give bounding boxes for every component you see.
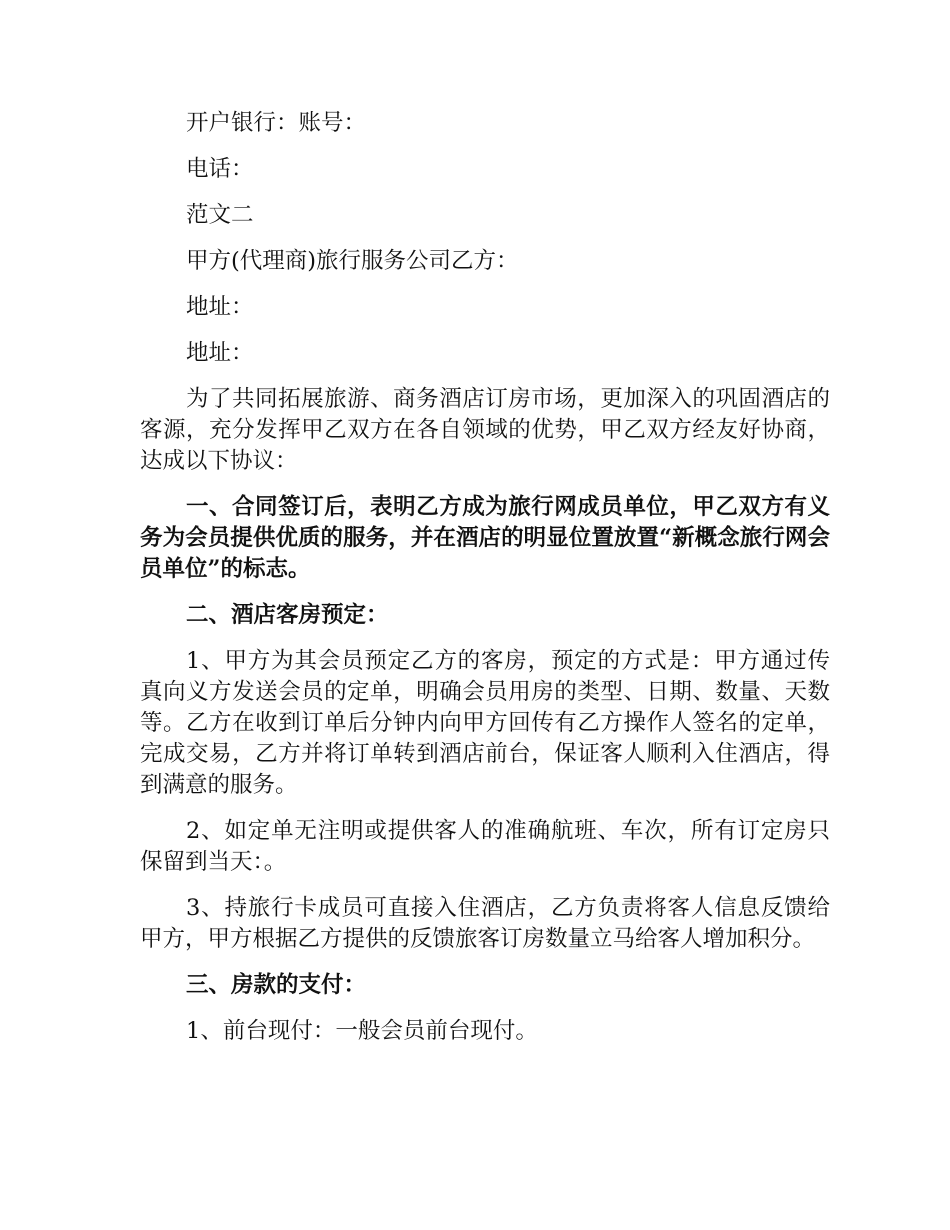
paragraph-bank-account: 开户银行：账号： [186,110,367,136]
paragraph-parties: 甲方(代理商)旅行服务公司乙方： [186,248,519,274]
clause-3-heading: 三、房款的支付： [186,972,367,998]
paragraph-phone: 电话： [186,156,254,182]
clause-3-item-1: 1、前台现付：一般会员前台现付。 [186,1018,538,1044]
clause-2-item-1: 1、甲方为其会员预定乙方的客房，预定的方式是：甲方通过传真向义方发送会员的定单，明确会员用房的类型、日期、数量、天数等。乙方在收到订单后分钟内向甲方回传有乙方操作人签名的定单，完成交易，乙方并将订单转到酒店前台，保证客人顺利入住酒店，得到满意的服务。 [140,648,830,798]
document-page [140,108,830,1062]
paragraph-preamble: 为了共同拓展旅游、商务酒店订房市场，更加深入的巩固酒店的客源，充分发挥甲乙双方在各自领域的优势，甲乙双方经友好协商，达成以下协议： [140,386,830,474]
clause-2-heading: 二、酒店客房预定： [186,602,389,628]
paragraph-address-2: 地址： [186,340,254,366]
paragraph-sample-title: 范文二 [186,202,254,228]
clause-2-item-3: 3、持旅行卡成员可直接入住酒店，乙方负责将客人信息反馈给甲方，甲方根据乙方提供的反馈旅客订房数量立马给客人增加积分。 [140,895,830,952]
paragraph-address-1: 地址： [186,294,254,320]
clause-1-heading: 一、合同签订后，表明乙方成为旅行网成员单位，甲乙双方有义务为会员提供优质的服务，并在酒店的明显位置放置“新概念旅行网会员单位”的标志。 [140,494,830,582]
clause-2-item-2: 2、如定单无注明或提供客人的准确航班、车次，所有订定房只保留到当天：。 [140,818,830,875]
